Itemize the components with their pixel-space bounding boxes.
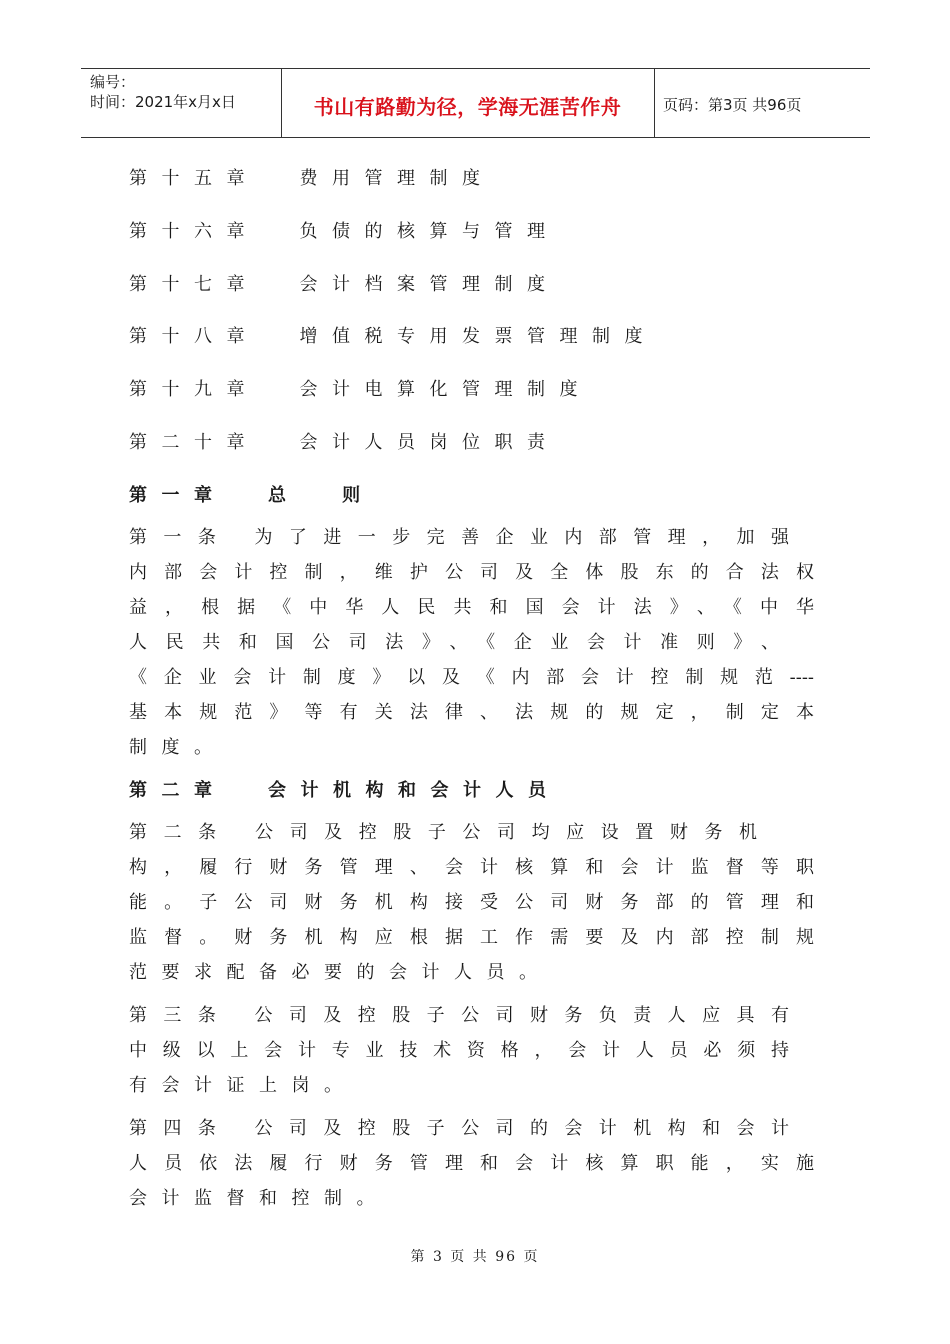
chapter-heading: 第二章 会计机构和会计人员 — [129, 780, 561, 801]
toc-item: 第二十章 会计人员岗位职责 — [129, 432, 560, 453]
paragraph-line: 第二条 公司及控股子公司均应设置财务机 — [129, 822, 757, 843]
header-meta-cell — [81, 69, 282, 137]
paragraph-line: 能。子公司财务机构接受公司财务部的管理和 — [129, 892, 814, 913]
header-motto-cell — [281, 69, 655, 137]
serial-number-label: 编号： — [90, 73, 136, 91]
toc-item: 第十六章 负债的核算与管理 — [129, 221, 560, 242]
document-header — [81, 68, 870, 138]
header-page-cell — [654, 69, 870, 137]
paragraph-line: 第四条 公司及控股子公司的会计机构和会计 — [129, 1118, 789, 1139]
toc-item: 第十五章 费用管理制度 — [129, 168, 495, 189]
toc-item: 第十八章 增值税专用发票管理制度 — [129, 326, 657, 347]
paragraph-line: 监督。财务机构应根据工作需要及内部控制规 — [129, 927, 814, 948]
paragraph-line: 制度。 — [129, 737, 227, 758]
paragraph-line: 第一条 为了进一步完善企业内部管理，加强 — [129, 527, 789, 548]
page-info: 页码：第3页 共96页 — [663, 96, 802, 114]
chapter-heading: 第一章 总 则 — [129, 485, 375, 506]
paragraph-line: 有会计证上岗。 — [129, 1075, 357, 1096]
paragraph-line: 第三条 公司及控股子公司财务负责人应具有 — [129, 1005, 789, 1026]
toc-item: 第十七章 会计档案管理制度 — [129, 274, 560, 295]
paragraph-line: 构，履行财务管理、会计核算和会计监督等职 — [129, 857, 814, 878]
paragraph-line: 会计监督和控制。 — [129, 1188, 389, 1209]
motto-text: 书山有路勤为径，学海无涯苦作舟 — [313, 95, 622, 119]
paragraph-line: 基本规范》等有关法律、法规的规定，制定本 — [129, 702, 814, 723]
page-footer: 第 3 页 共 96 页 — [410, 1249, 540, 1265]
paragraph-line: 范要求配备必要的会计人员。 — [129, 962, 552, 983]
paragraph-line: 人民共和国公司法》、《企业会计准则》、 — [129, 632, 779, 653]
paragraph-line: 《企业会计制度》以及《内部会计控制规范---- — [129, 667, 814, 688]
time-label: 时间：2021年x月x日 — [90, 93, 236, 111]
paragraph-line: 益，根据《中华人民共和国会计法》、《中华 — [129, 597, 814, 618]
paragraph-line: 内部会计控制，维护公司及全体股东的合法权 — [129, 562, 814, 583]
paragraph-line: 人员依法履行财务管理和会计核算职能，实施 — [129, 1153, 814, 1174]
toc-item: 第十九章 会计电算化管理制度 — [129, 379, 592, 400]
paragraph-line: 中级以上会计专业技术资格，会计人员必须持 — [129, 1040, 789, 1061]
